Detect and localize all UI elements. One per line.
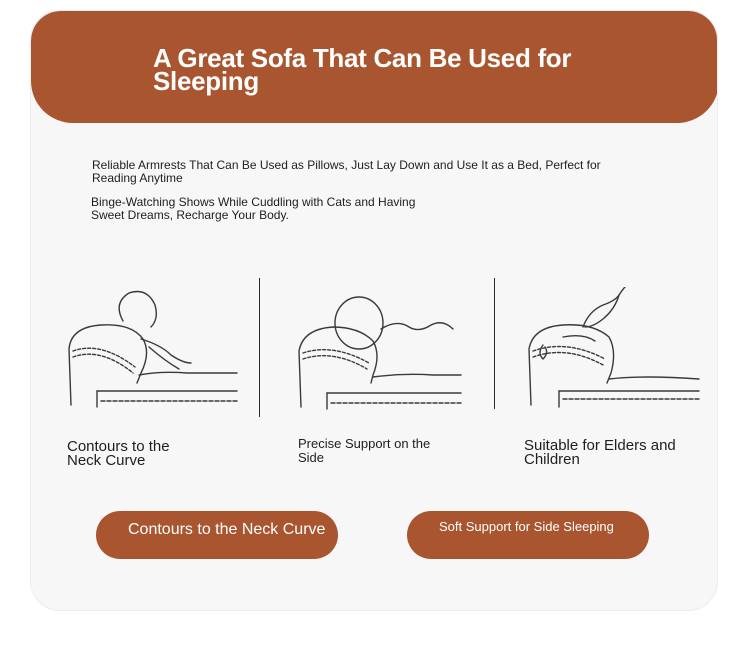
divider-right [494, 278, 495, 409]
elder-child-illustration [523, 287, 703, 412]
feature-caption-neck: Contours to the Neck Curve [67, 438, 170, 469]
side-support-illustration [293, 289, 463, 414]
neck-curve-button-label: Contours to the Neck Curve [128, 521, 326, 538]
description-line-2: Binge-Watching Shows While Cuddling with Cats and Having Sweet Dreams, Recharge Your Body. [91, 195, 416, 222]
feature-caption-elders: Suitable for Elders and Children [524, 437, 676, 468]
neck-rest-illustration [61, 283, 241, 413]
banner-title: A Great Sofa That Can Be Used for Sleeping [153, 43, 572, 96]
title-banner [31, 11, 718, 123]
neck-curve-button[interactable] [96, 511, 338, 559]
divider-left [259, 278, 260, 417]
feature-card [30, 10, 718, 611]
feature-caption-side: Precise Support on the Side [298, 436, 431, 465]
description-line-1: Reliable Armrests That Can Be Used as Pillows, Just Lay Down and Use It as a Bed, Perfect for Reading Anytime [92, 158, 601, 185]
side-sleeping-button-label: Soft Support for Side Sleeping [439, 519, 614, 534]
side-sleeping-button[interactable] [407, 511, 649, 559]
